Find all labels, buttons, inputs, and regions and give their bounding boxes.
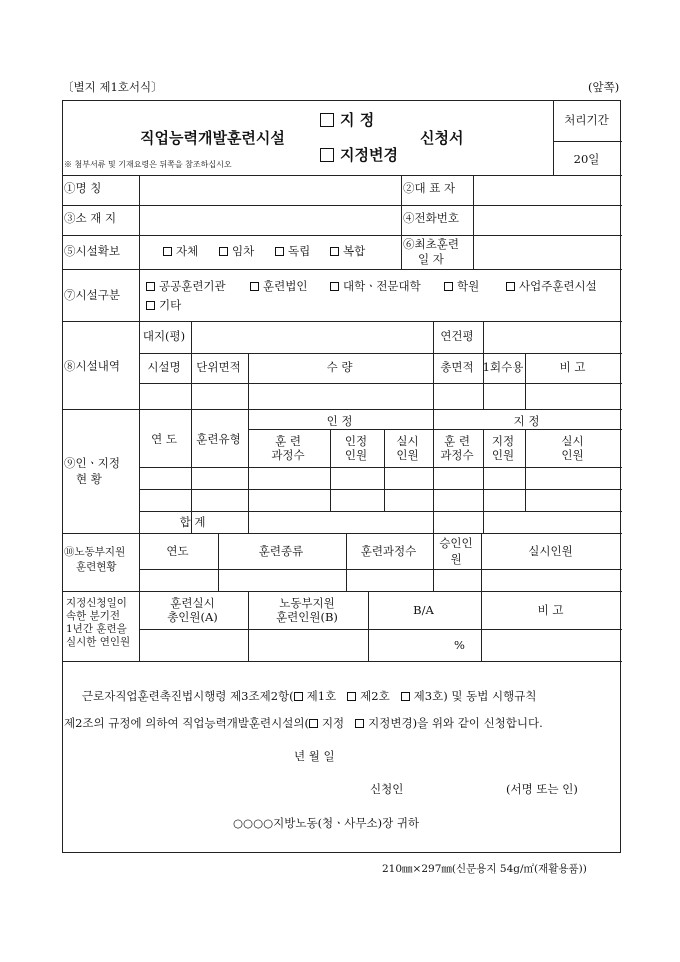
col-designated: 지 정 (513, 414, 540, 428)
label-category: ⑦시설구분 (64, 288, 120, 302)
support-col-approved-1: 승인인 (439, 536, 473, 550)
support-col-type: 훈련종류 (258, 544, 304, 558)
secure-opt-lease[interactable]: 임차 (219, 244, 254, 258)
desig-actual-2: 인원 (561, 448, 584, 462)
desig-courses-2: 과정수 (440, 448, 474, 462)
cat-opt-univ[interactable]: 대학ㆍ전문대학 (330, 279, 421, 293)
yearly-label-4: 실시한 연인원 (66, 636, 131, 648)
col-year: 연 도 (151, 432, 177, 446)
form-number: 〔별지 제1호서식〕 (62, 80, 163, 94)
secure-opt-own[interactable]: 자체 (163, 244, 198, 258)
secure-opt-independent[interactable]: 독립 (275, 244, 310, 258)
cat-opt-academy[interactable]: 학원 (444, 279, 479, 293)
application-form (62, 100, 621, 853)
desig-courses-1: 훈 련 (444, 434, 470, 448)
yearly-col-a-2: 총인원(A) (167, 610, 218, 624)
col-remarks: 비 고 (559, 360, 586, 374)
processing-period-label: 처리기간 (564, 113, 609, 127)
support-col-actual: 실시인원 (528, 544, 573, 558)
label-name: ①명 칭 (64, 181, 102, 195)
yearly-col-a-1: 훈련실시 (170, 596, 215, 610)
cat-opt-other[interactable]: 기타 (146, 298, 181, 312)
label-address: ③소 재 지 (64, 211, 117, 225)
col-total-area: 총면적 (440, 360, 474, 374)
declaration-line-2: 제2조의 규정에 의하여 직업능력개발훈련시설의( 지정 지정변경)을 위와 같이 신청합니다. (64, 716, 543, 730)
label-support-2: 훈련현황 (76, 561, 117, 573)
option-designation[interactable]: 지 정 (320, 113, 374, 127)
col-facility-name: 시설명 (147, 360, 181, 374)
paper-spec: 210㎜×297㎜(신문용지 54g/㎡(재활용품)) (382, 863, 587, 875)
page-side: (앞쪽) (588, 80, 620, 94)
declaration-line-1: 근로자직업훈련촉진법시행령 제3조제2항( 제1호 제2호 제3호) 및 동법 시행규칙 (82, 689, 537, 703)
yearly-percent: % (454, 638, 465, 652)
support-col-approved-2: 원 (450, 552, 462, 566)
cat-opt-employer[interactable]: 사업주훈련시설 (506, 279, 597, 293)
applicant-label: 신청인 (370, 782, 404, 796)
yearly-col-b-2: 훈련인원(B) (276, 610, 338, 624)
col-unit-area: 단위면적 (196, 360, 241, 374)
auth-courses-2: 과정수 (271, 448, 305, 462)
label-phone: ④전화번호 (403, 211, 459, 225)
recipient: ○○○○지방노동(청ㆍ사무소)장 귀하 (233, 816, 420, 830)
secure-opt-complex[interactable]: 복합 (330, 244, 365, 258)
label-facility: ⑧시설내역 (64, 359, 120, 373)
auth-actual-1: 실시 (396, 434, 419, 448)
label-facility-secure: ⑤시설확보 (64, 244, 120, 258)
desig-people-1: 지정 (491, 434, 515, 448)
option-change[interactable]: 지정변경 (320, 148, 398, 162)
col-quantity: 수 량 (326, 360, 353, 374)
col-training-type: 훈련유형 (196, 432, 241, 446)
yearly-col-note: 비 고 (537, 603, 564, 617)
cat-opt-corp[interactable]: 훈련법인 (250, 279, 307, 293)
label-approval-1: ⑨인ㆍ지정 (64, 456, 120, 470)
auth-courses-1: 훈 련 (275, 434, 301, 448)
auth-people-1: 인정 (344, 434, 368, 448)
label-support-1: ⑩노동부지원 (64, 546, 126, 558)
cat-opt-public[interactable]: 공공훈련기관 (146, 279, 226, 293)
label-approval-2: 현 황 (76, 472, 102, 486)
form-title: 직업능력개발훈련시설 (140, 129, 285, 147)
attachment-note: ※ 첨부서류 및 기재요령은 뒤쪽을 참조하십시오 (64, 160, 232, 169)
desig-people-2: 인원 (491, 448, 515, 462)
label-land: 대지(평) (142, 329, 186, 343)
label-first-training-1: ⑥최초훈련 (403, 237, 459, 251)
desig-actual-1: 실시 (561, 434, 584, 448)
auth-actual-2: 인원 (396, 448, 419, 462)
label-first-training-2: 일 자 (418, 252, 444, 266)
support-col-courses: 훈련과정수 (360, 544, 417, 558)
auth-people-2: 인원 (344, 448, 368, 462)
support-col-year: 연도 (166, 544, 189, 558)
col-capacity: 1회수용 (482, 360, 524, 374)
yearly-label-2: 속한 분기전 (66, 610, 121, 622)
application-date: 년 월 일 (294, 749, 335, 763)
label-representative: ②대 표 자 (403, 181, 456, 195)
yearly-col-b-1: 노동부지원 (279, 596, 335, 610)
yearly-label-3: 1년간 훈련을 (66, 623, 127, 635)
yearly-label-1: 지정신청일이 (66, 597, 127, 609)
label-floor-area: 연건평 (440, 329, 474, 343)
yearly-col-ratio: B/A (413, 603, 434, 617)
approval-total: 합 계 (179, 515, 206, 529)
processing-period-value: 20일 (573, 152, 600, 166)
signature-label: (서명 또는 인) (506, 782, 578, 796)
col-authorized: 인 정 (326, 414, 353, 428)
form-title-suffix: 신청서 (420, 129, 464, 147)
